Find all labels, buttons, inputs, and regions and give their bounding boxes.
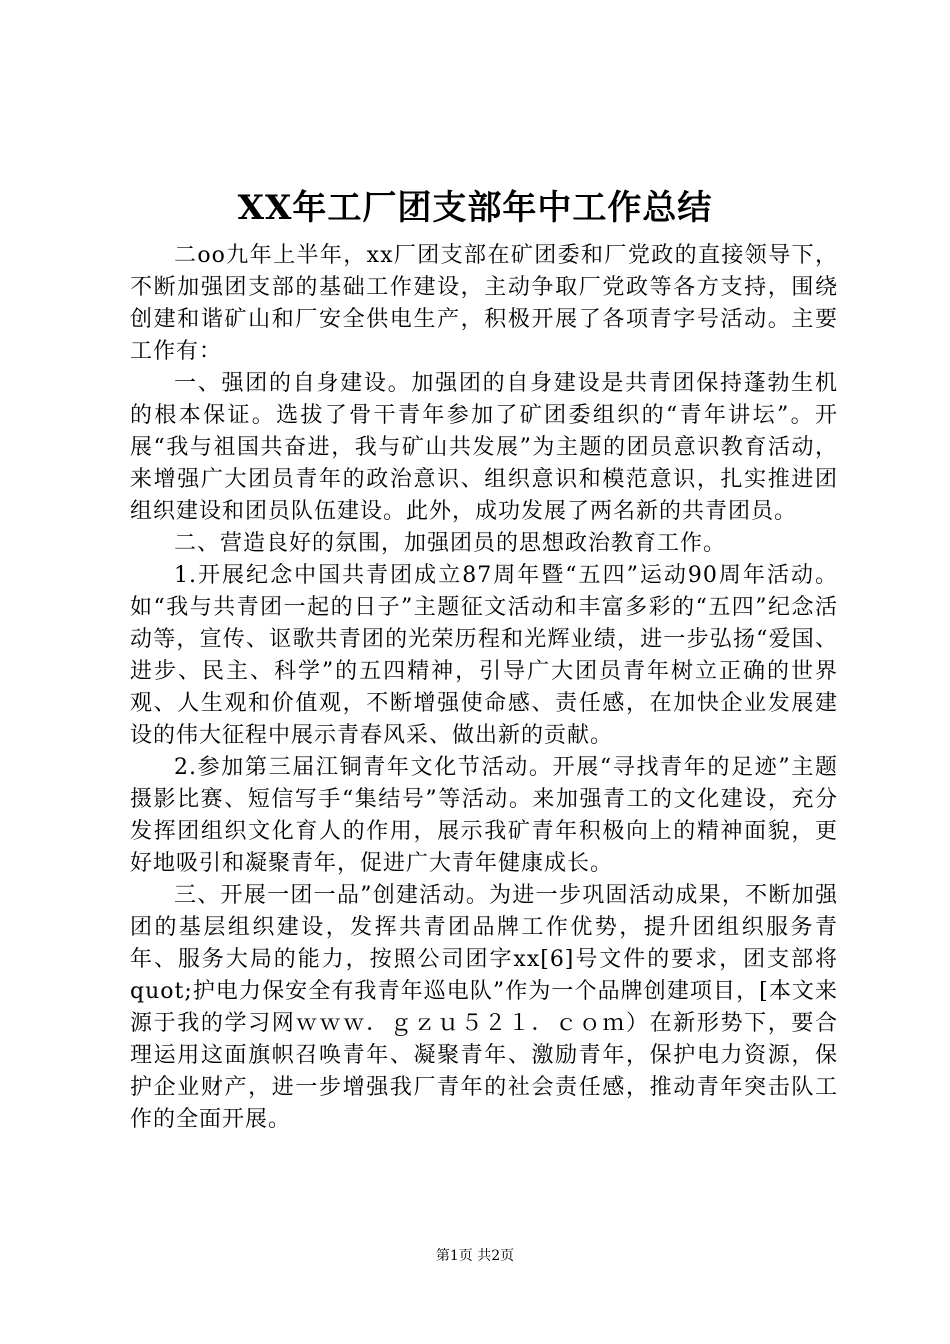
paragraph-item-2: 2.参加第三届江铜青年文化节活动。开展“寻找青年的足迹”主题摄影比赛、短信写手“集结号”等活动。来加强青工的文化建设，充分发挥团组织文化育人的作用，展示我矿青年积极向上的精神面貌，更好地吸引和凝聚青年，促进广大青年健康成长。 (130, 755, 838, 876)
document-body (130, 240, 838, 1136)
paragraph-section-3: 三、开展一团一品”创建活动。为进一步巩固活动成果，不断加强团的基层组织建设，发挥共青团品牌工作优势，提升团组织服务青年、服务大局的能力，按照公司团字xx[6]号文件的要求，团支部将quot;护电力保安全有我青年巡电队”作为一个品牌创建项目，[本文来源于我的学习网ｗｗｗ．ｇｚｕ５２１．ｃｏｍ）在新形势下，要合理运用这面旗帜召唤青年、凝聚青年、激励青年，保护电力资源，保护企业财产，进一步增强我厂青年的社会责任感，推动青年突击队工作的全面开展。 (130, 883, 838, 1132)
paragraph-section-2: 二、营造良好的氛围，加强团员的思想政治教育工作。 (174, 531, 727, 556)
paragraph-section-1: 一、强团的自身建设。加强团的自身建设是共青团保持蓬勃生机的根本保证。选拔了骨干青年参加了矿团委组织的“青年讲坛”。开展“我与祖国共奋进，我与矿山共发展”为主题的团员意识教育活动，来增强广大团员青年的政治意识、组织意识和模范意识，扎实推进团组织建设和团员队伍建设。此外，成功发展了两名新的共青团员。 (130, 371, 838, 524)
paragraph-intro: 二oo九年上半年，xx厂团支部在矿团委和厂党政的直接领导下，不断加强团支部的基础工作建设，主动争取厂党政等各方支持，围绕创建和谐矿山和厂安全供电生产，积极开展了各项青字号活动。主要工作有： (130, 243, 838, 364)
document-title: XX年工厂团支部年中工作总结 (237, 188, 713, 228)
paragraph-item-1: 1.开展纪念中国共青团成立87周年暨“五四”运动90周年活动。如“我与共青团一起的日子”主题征文活动和丰富多彩的“五四”纪念活动等，宣传、讴歌共青团的光荣历程和光辉业绩，进一步弘扬“爱国、进步、民主、科学”的五四精神，引导广大团员青年树立正确的世界观、人生观和价值观，不断增强使命感、责任感，在加快企业发展建设的伟大征程中展示青春风采、做出新的贡献。 (130, 563, 838, 748)
page-footer: 第1页 共2页 (435, 1248, 515, 1264)
